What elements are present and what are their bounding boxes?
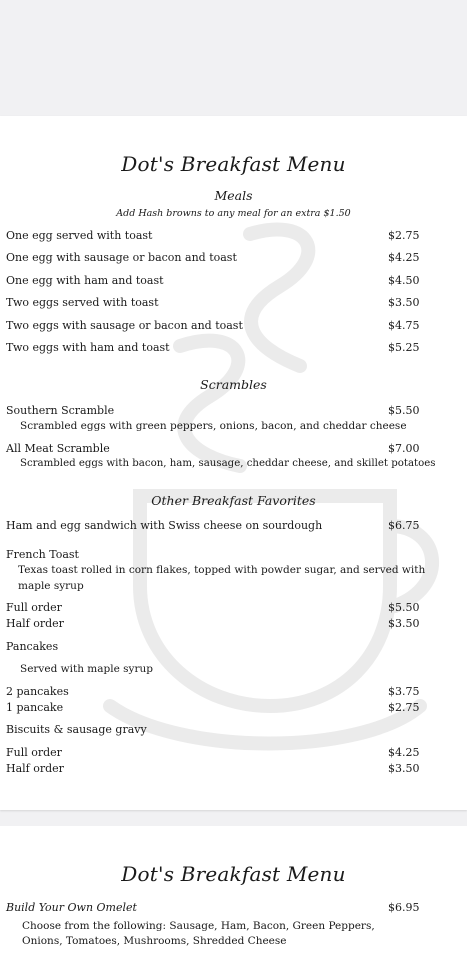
item-price: $4.75 — [388, 319, 420, 332]
item-name: One egg with ham and toast — [6, 274, 164, 287]
option-name: Half order — [6, 762, 64, 775]
item-name: Ham and egg sandwich with Swiss cheese on sourdough — [6, 519, 323, 532]
item-name: One egg with sausage or bacon and toast — [6, 251, 237, 264]
menu-page-2 — [0, 826, 467, 960]
option-price: $3.50 — [388, 617, 420, 630]
item-description: Served with maple syrup — [20, 663, 153, 675]
option-price: $4.25 — [388, 746, 420, 759]
menu-page-1 — [0, 116, 467, 810]
section-heading-favorites: Other Breakfast Favorites — [151, 493, 316, 508]
option-name: Half order — [6, 617, 64, 630]
item-name: Two eggs served with toast — [6, 296, 159, 309]
option-name: 2 pancakes — [6, 685, 69, 698]
item-description: Choose from the following: Sausage, Ham, Bacon, Green Peppers, — [22, 920, 375, 932]
item-name: One egg served with toast — [6, 229, 153, 242]
item-price: $6.75 — [388, 519, 420, 532]
item-name: Biscuits & sausage gravy — [6, 723, 147, 736]
item-name: Two eggs with sausage or bacon and toast — [6, 319, 243, 332]
option-price: $2.75 — [388, 701, 420, 714]
item-description: Scrambled eggs with green peppers, onions, bacon, and cheddar cheese — [20, 420, 407, 432]
item-description: Scrambled eggs with bacon, ham, sausage, cheddar cheese, and skillet potatoes — [20, 458, 436, 469]
item-name: Build Your Own Omelet — [6, 901, 137, 914]
item-description: Onions, Tomatoes, Mushrooms, Shredded Cheese — [22, 935, 287, 947]
item-price: $5.25 — [388, 341, 420, 354]
item-price: $6.95 — [388, 901, 420, 914]
item-price: $5.50 — [388, 404, 420, 417]
item-price: $3.50 — [388, 296, 420, 309]
item-price: $7.00 — [388, 442, 420, 455]
item-name: French Toast — [6, 548, 79, 561]
item-description: Texas toast rolled in corn flakes, topped with powder sugar, and served with maple syrup — [18, 564, 426, 592]
item-price: $2.75 — [388, 229, 420, 242]
option-price: $3.75 — [388, 685, 420, 698]
item-name: All Meat Scramble — [6, 442, 110, 455]
item-price: $4.50 — [388, 274, 420, 287]
option-price: $3.50 — [388, 762, 420, 775]
item-name: Southern Scramble — [6, 404, 115, 417]
option-name: 1 pancake — [6, 701, 64, 714]
item-name: Pancakes — [6, 640, 59, 653]
menu-title: Dot's Breakfast Menu — [121, 862, 346, 886]
menu-title: Dot's Breakfast Menu — [121, 152, 346, 176]
hash-browns-note: Add Hash browns to any meal for an extra $1.50 — [116, 208, 351, 219]
section-heading-scrambles: Scrambles — [200, 377, 267, 392]
option-price: $5.50 — [388, 601, 420, 614]
item-price: $4.25 — [388, 251, 420, 264]
option-name: Full order — [6, 601, 62, 614]
option-name: Full order — [6, 746, 62, 759]
section-heading-meals: Meals — [214, 188, 253, 203]
item-name: Two eggs with ham and toast — [6, 341, 170, 354]
